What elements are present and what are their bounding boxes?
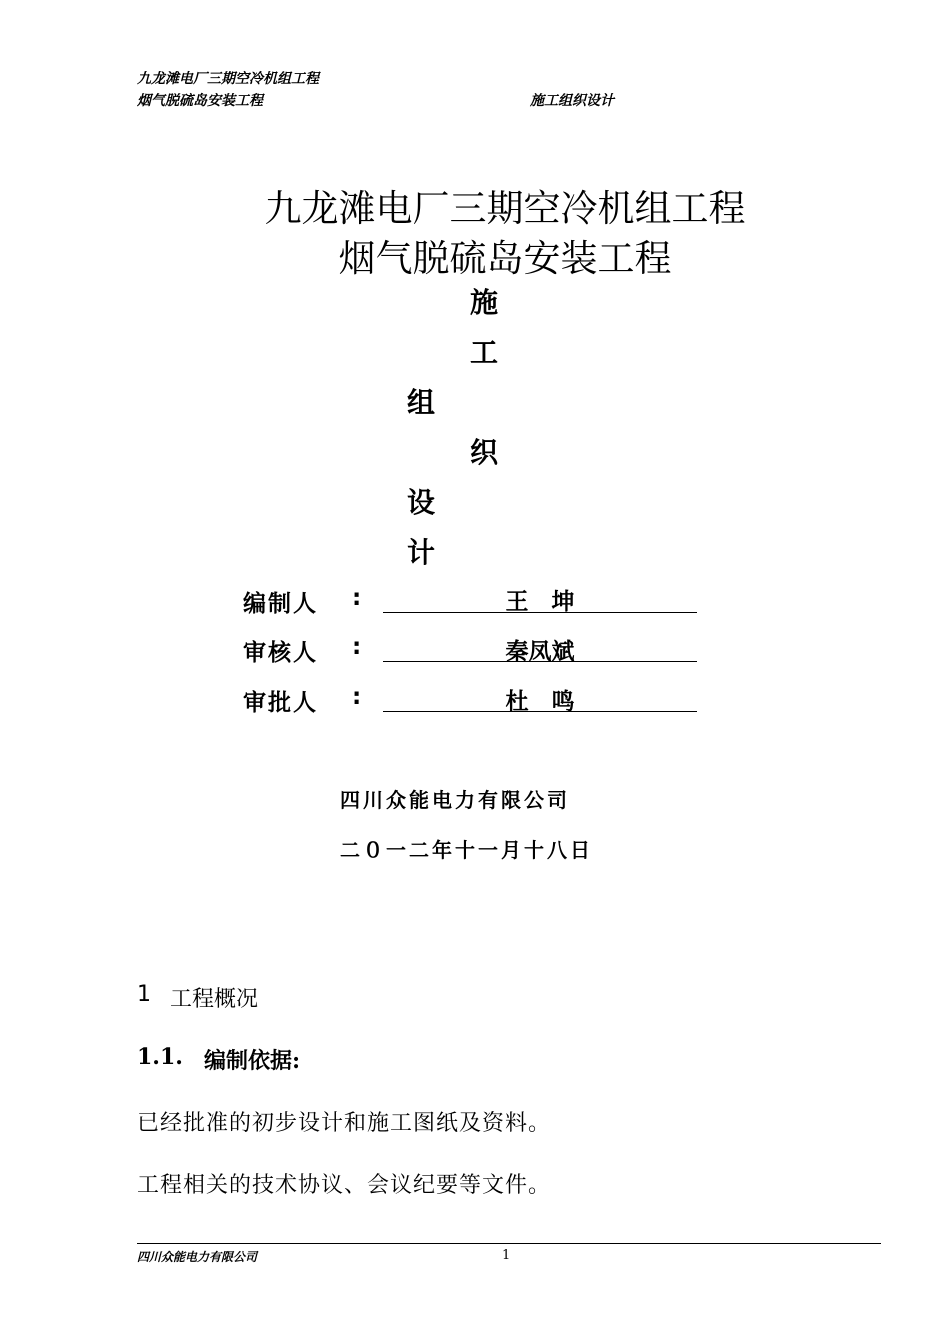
- signature-label: 审批人: [243, 690, 318, 716]
- page-number: 1: [502, 1248, 511, 1263]
- signature-colon: :: [352, 634, 364, 660]
- signature-label: 编制人: [243, 591, 318, 617]
- section-number: 1: [137, 982, 151, 1007]
- header-doc-type: 施工组织设计: [530, 93, 614, 109]
- signature-underline: [383, 612, 697, 613]
- signature-underline: [383, 661, 697, 662]
- footer-company: 四川众能电力有限公司: [137, 1250, 258, 1264]
- header-project-line2: 烟气脱硫岛安装工程: [137, 93, 263, 109]
- footer-divider: [137, 1243, 881, 1244]
- title-char-4: 织: [470, 436, 499, 469]
- title-char-5: 设: [407, 486, 436, 519]
- subsection-title: 编制依据:: [204, 1048, 301, 1074]
- title-line1: 九龙滩电厂三期空冷机组工程: [264, 187, 746, 230]
- title-line2: 烟气脱硫岛安装工程: [338, 237, 672, 280]
- signature-colon: :: [352, 684, 364, 710]
- subsection-number: 1.1.: [137, 1044, 183, 1070]
- body-paragraph: 已经批准的初步设计和施工图纸及资料。: [137, 1111, 552, 1136]
- body-paragraph: 工程相关的技术协议、会议纪要等文件。: [137, 1173, 552, 1198]
- signature-label: 审核人: [243, 640, 318, 666]
- title-char-3: 组: [407, 386, 436, 419]
- section-title: 工程概况: [170, 987, 259, 1012]
- header-project-line1: 九龙滩电厂三期空冷机组工程: [137, 71, 319, 87]
- signature-value: 秦凤斌: [505, 639, 575, 665]
- signature-value: 杜 鸣: [505, 689, 575, 715]
- title-char-6: 计: [407, 536, 436, 569]
- title-char-2: 工: [470, 336, 499, 369]
- signature-underline: [383, 711, 697, 712]
- signature-value: 王 坤: [505, 589, 575, 615]
- issue-date: 二０一二年十一月十八日: [340, 838, 593, 862]
- company-name: 四川众能电力有限公司: [340, 788, 570, 812]
- title-char-1: 施: [470, 286, 499, 319]
- signature-colon: :: [352, 585, 364, 611]
